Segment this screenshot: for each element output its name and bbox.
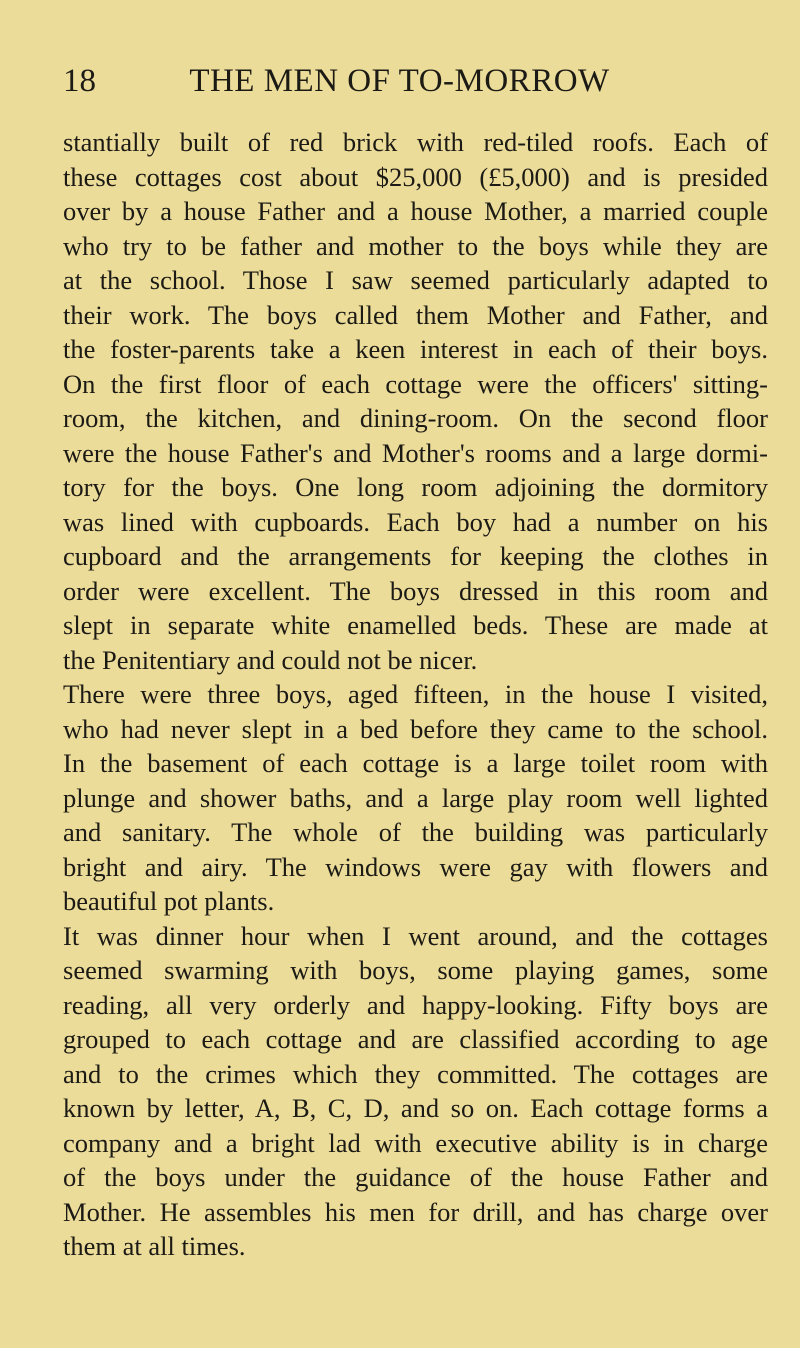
text-line: the Penitentiary and could not be nicer. xyxy=(63,644,478,675)
text-line: beautiful pot plants. xyxy=(63,886,275,916)
page-number: 18 xyxy=(63,63,96,99)
text-line: There were three boys, aged fifteen, in the house I visited, xyxy=(63,679,768,709)
text-line: who try to be father and mother to the boys while they are xyxy=(63,230,768,261)
text-line: plunge and shower baths, and a large play room well lighted xyxy=(63,782,768,813)
text-line: grouped to each cottage and are classified according to age xyxy=(63,1024,768,1054)
text-line: tory for the boys. One long room adjoining the dormitory xyxy=(63,472,768,502)
text-line: company and a bright lad with executive ability is in charge xyxy=(63,1127,768,1158)
text-line: who had never slept in a bed before they came to the school. xyxy=(63,713,768,744)
text-line: stantially built of red brick with red-tiled roofs. Each of xyxy=(63,127,768,157)
text-line: their work. The boys called them Mother and Father, and xyxy=(63,299,768,330)
text-line: at the school. Those I saw seemed particularly adapted to xyxy=(63,265,768,295)
text-line: over by a house Father and a house Mother, a married couple xyxy=(63,196,768,226)
text-line: reading, all very orderly and happy-looking. Fifty boys are xyxy=(63,989,768,1020)
text-line: these cottages cost about $25,000 (£5,000) and is presided xyxy=(63,161,768,192)
text-line: the foster-parents take a keen interest in each of their boys. xyxy=(63,334,768,364)
text-line: On the first floor of each cottage were the officers' sitting- xyxy=(63,368,768,399)
text-line: were the house Father's and Mother's rooms and a large dormi- xyxy=(63,437,768,468)
text-line: and to the crimes which they committed. The cottages are xyxy=(63,1058,768,1089)
text-line: slept in separate white enamelled beds. These are made at xyxy=(63,610,768,640)
text-line: of the boys under the guidance of the house Father and xyxy=(63,1162,768,1192)
text-line: was lined with cupboards. Each boy had a number on his xyxy=(63,506,768,537)
text-line: known by letter, A, B, C, D, and so on. Each cottage forms a xyxy=(63,1093,768,1123)
text-line: them at all times. xyxy=(63,1231,246,1261)
text-line: bright and airy. The windows were gay with flowers and xyxy=(63,851,768,882)
text-line: In the basement of each cottage is a large toilet room with xyxy=(63,748,768,778)
text-line: seemed swarming with boys, some playing games, some xyxy=(63,955,768,985)
text-line: It was dinner hour when I went around, and the cottages xyxy=(63,920,768,951)
text-line: order were excellent. The boys dressed in this room and xyxy=(63,575,768,606)
running-title: THE MEN OF TO-MORROW xyxy=(189,63,610,99)
text-line: cupboard and the arrangements for keeping the clothes in xyxy=(63,541,768,571)
text-line: Mother. He assembles his men for drill, and has charge over xyxy=(63,1196,768,1227)
body-text xyxy=(63,125,768,1264)
text-line: room, the kitchen, and dining-room. On the second floor xyxy=(63,403,768,433)
running-head xyxy=(63,56,736,106)
text-line: and sanitary. The whole of the building was particularly xyxy=(63,817,768,847)
